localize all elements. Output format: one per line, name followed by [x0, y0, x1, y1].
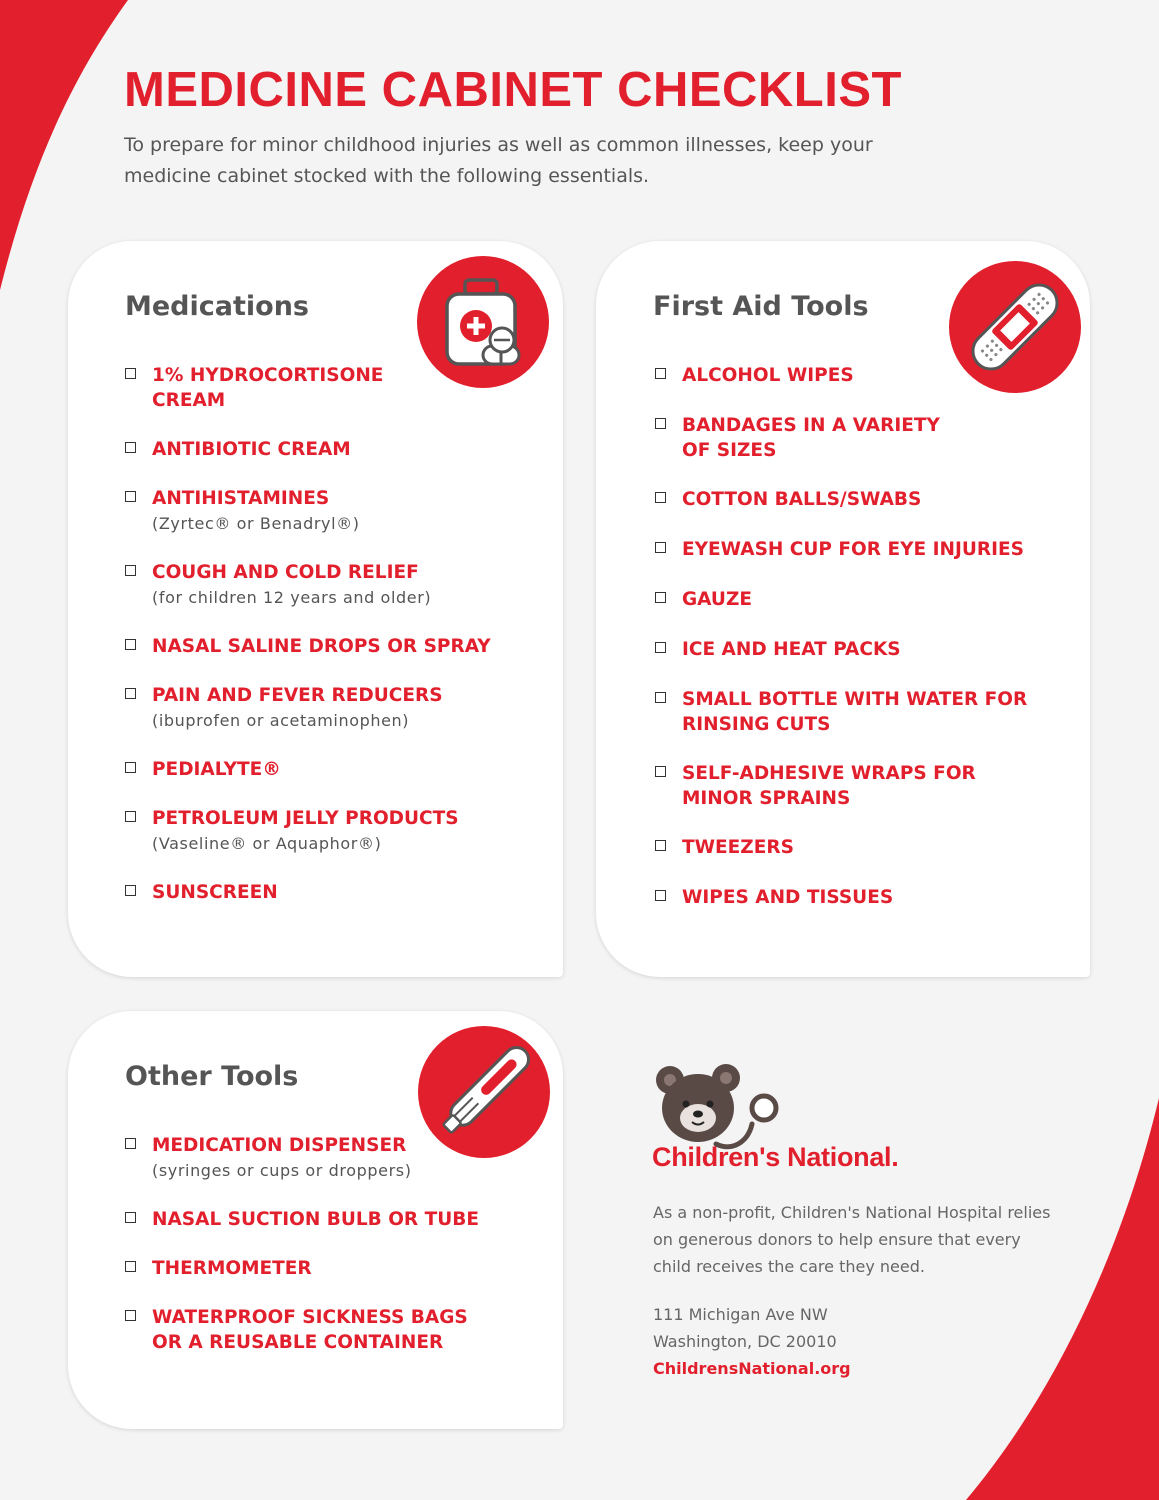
list-item[interactable] — [655, 637, 1045, 662]
item-label: NASAL SALINE DROPS OR SPRAY — [152, 636, 491, 657]
item-label: 1% HYDROCORTISONE CREAM — [152, 365, 384, 411]
brand-name: Children's National. — [652, 1142, 899, 1172]
item-note: (for children 12 years and older) — [152, 588, 432, 607]
checkbox[interactable] — [125, 639, 136, 650]
address-line-1: 111 Michigan Ave NW — [653, 1305, 828, 1324]
item-label: TWEEZERS — [682, 837, 794, 858]
item-label: PETROLEUM JELLY PRODUCTS — [152, 808, 459, 829]
page-title: MEDICINE CABINET CHECKLIST — [124, 63, 902, 117]
item-label: SELF-ADHESIVE WRAPS FOR MINOR SPRAINS — [682, 763, 976, 809]
checkbox[interactable] — [125, 1138, 136, 1149]
checkbox[interactable] — [655, 766, 666, 777]
checkbox[interactable] — [125, 565, 136, 576]
checkbox[interactable] — [655, 840, 666, 851]
intro-text: To prepare for minor childhood injuries as well as common illnesses, keep your medicine cabinet stocked with the following essentials. — [124, 134, 873, 187]
medications-card — [68, 241, 563, 977]
item-label: GAUZE — [682, 589, 753, 610]
list-item[interactable] — [125, 1133, 515, 1183]
list-item[interactable] — [655, 835, 1045, 860]
item-note: (ibuprofen or acetaminophen) — [152, 711, 410, 730]
checkbox[interactable] — [125, 1310, 136, 1321]
list-item[interactable] — [125, 1305, 515, 1355]
checkbox[interactable] — [125, 491, 136, 502]
checkbox[interactable] — [125, 368, 136, 379]
checkbox[interactable] — [125, 442, 136, 453]
list-item[interactable] — [125, 683, 515, 733]
medications-list — [125, 363, 515, 929]
list-item[interactable] — [125, 634, 515, 659]
list-item[interactable] — [125, 437, 515, 462]
checkbox[interactable] — [125, 1261, 136, 1272]
checkbox[interactable] — [125, 762, 136, 773]
item-label: ANTIHISTAMINES — [152, 488, 330, 509]
item-label: WIPES AND TISSUES — [682, 887, 894, 908]
other-tools-card — [68, 1011, 563, 1429]
section-title-other-tools: Other Tools — [125, 1061, 299, 1092]
list-item[interactable] — [655, 587, 1045, 612]
checkbox[interactable] — [125, 811, 136, 822]
list-item[interactable] — [125, 486, 515, 536]
item-label: COTTON BALLS/SWABS — [682, 489, 922, 510]
item-label: PEDIALYTE® — [152, 759, 281, 780]
checkbox[interactable] — [655, 642, 666, 653]
item-label: SMALL BOTTLE WITH WATER FOR RINSING CUTS — [682, 689, 1028, 735]
other-tools-list — [125, 1133, 515, 1379]
item-label: COUGH AND COLD RELIEF — [152, 562, 419, 583]
list-item[interactable] — [125, 1256, 515, 1281]
checkbox[interactable] — [125, 885, 136, 896]
list-item[interactable] — [655, 363, 1045, 388]
item-label: EYEWASH CUP FOR EYE INJURIES — [682, 539, 1024, 560]
brand-logo — [652, 1062, 898, 1173]
checkbox[interactable] — [655, 492, 666, 503]
item-label: THERMOMETER — [152, 1258, 312, 1279]
checkbox[interactable] — [655, 542, 666, 553]
item-label: WATERPROOF SICKNESS BAGS OR A REUSABLE CONTAINER — [152, 1307, 468, 1353]
list-item[interactable] — [125, 880, 515, 905]
first-aid-list — [655, 363, 1045, 935]
section-title-first-aid: First Aid Tools — [653, 291, 869, 322]
item-note: (Zyrtec® or Benadryl®) — [152, 514, 360, 533]
checkbox[interactable] — [655, 692, 666, 703]
item-label: ALCOHOL WIPES — [682, 365, 854, 386]
address-block — [653, 1301, 851, 1382]
list-item[interactable] — [125, 560, 515, 610]
checkbox[interactable] — [125, 688, 136, 699]
item-label: NASAL SUCTION BULB OR TUBE — [152, 1209, 479, 1230]
checkbox[interactable] — [655, 418, 666, 429]
list-item[interactable] — [125, 806, 515, 856]
section-title-medications: Medications — [125, 291, 309, 322]
item-label: SUNSCREEN — [152, 882, 278, 903]
checkbox[interactable] — [655, 890, 666, 901]
item-label: ANTIBIOTIC CREAM — [152, 439, 351, 460]
item-label: MEDICATION DISPENSER — [152, 1135, 407, 1156]
list-item[interactable] — [125, 757, 515, 782]
item-label: ICE AND HEAT PACKS — [682, 639, 901, 660]
checkbox[interactable] — [655, 368, 666, 379]
list-item[interactable] — [655, 885, 1045, 910]
list-item[interactable] — [655, 761, 1045, 811]
checkbox[interactable] — [655, 592, 666, 603]
item-note: (syringes or cups or droppers) — [152, 1161, 412, 1180]
item-label: BANDAGES IN A VARIETY OF SIZES — [682, 415, 940, 461]
list-item[interactable] — [125, 363, 515, 413]
about-text: As a non-profit, Children's National Hospital relies on generous donors to help ensure that every child receives the care they need. — [653, 1203, 1051, 1276]
website-link[interactable]: ChildrensNational.org — [653, 1359, 851, 1378]
teddy-bear-stethoscope-icon — [652, 1062, 782, 1154]
item-note: (Vaseline® or Aquaphor®) — [152, 834, 382, 853]
list-item[interactable] — [125, 1207, 515, 1232]
list-item[interactable] — [655, 537, 1045, 562]
checkbox[interactable] — [125, 1212, 136, 1223]
list-item[interactable] — [655, 687, 1045, 737]
item-label: PAIN AND FEVER REDUCERS — [152, 685, 443, 706]
corner-swoosh-bottom-right — [966, 1098, 1159, 1500]
list-item[interactable] — [655, 413, 1045, 463]
first-aid-card — [596, 241, 1090, 977]
address-line-2: Washington, DC 20010 — [653, 1332, 837, 1351]
list-item[interactable] — [655, 487, 1045, 512]
